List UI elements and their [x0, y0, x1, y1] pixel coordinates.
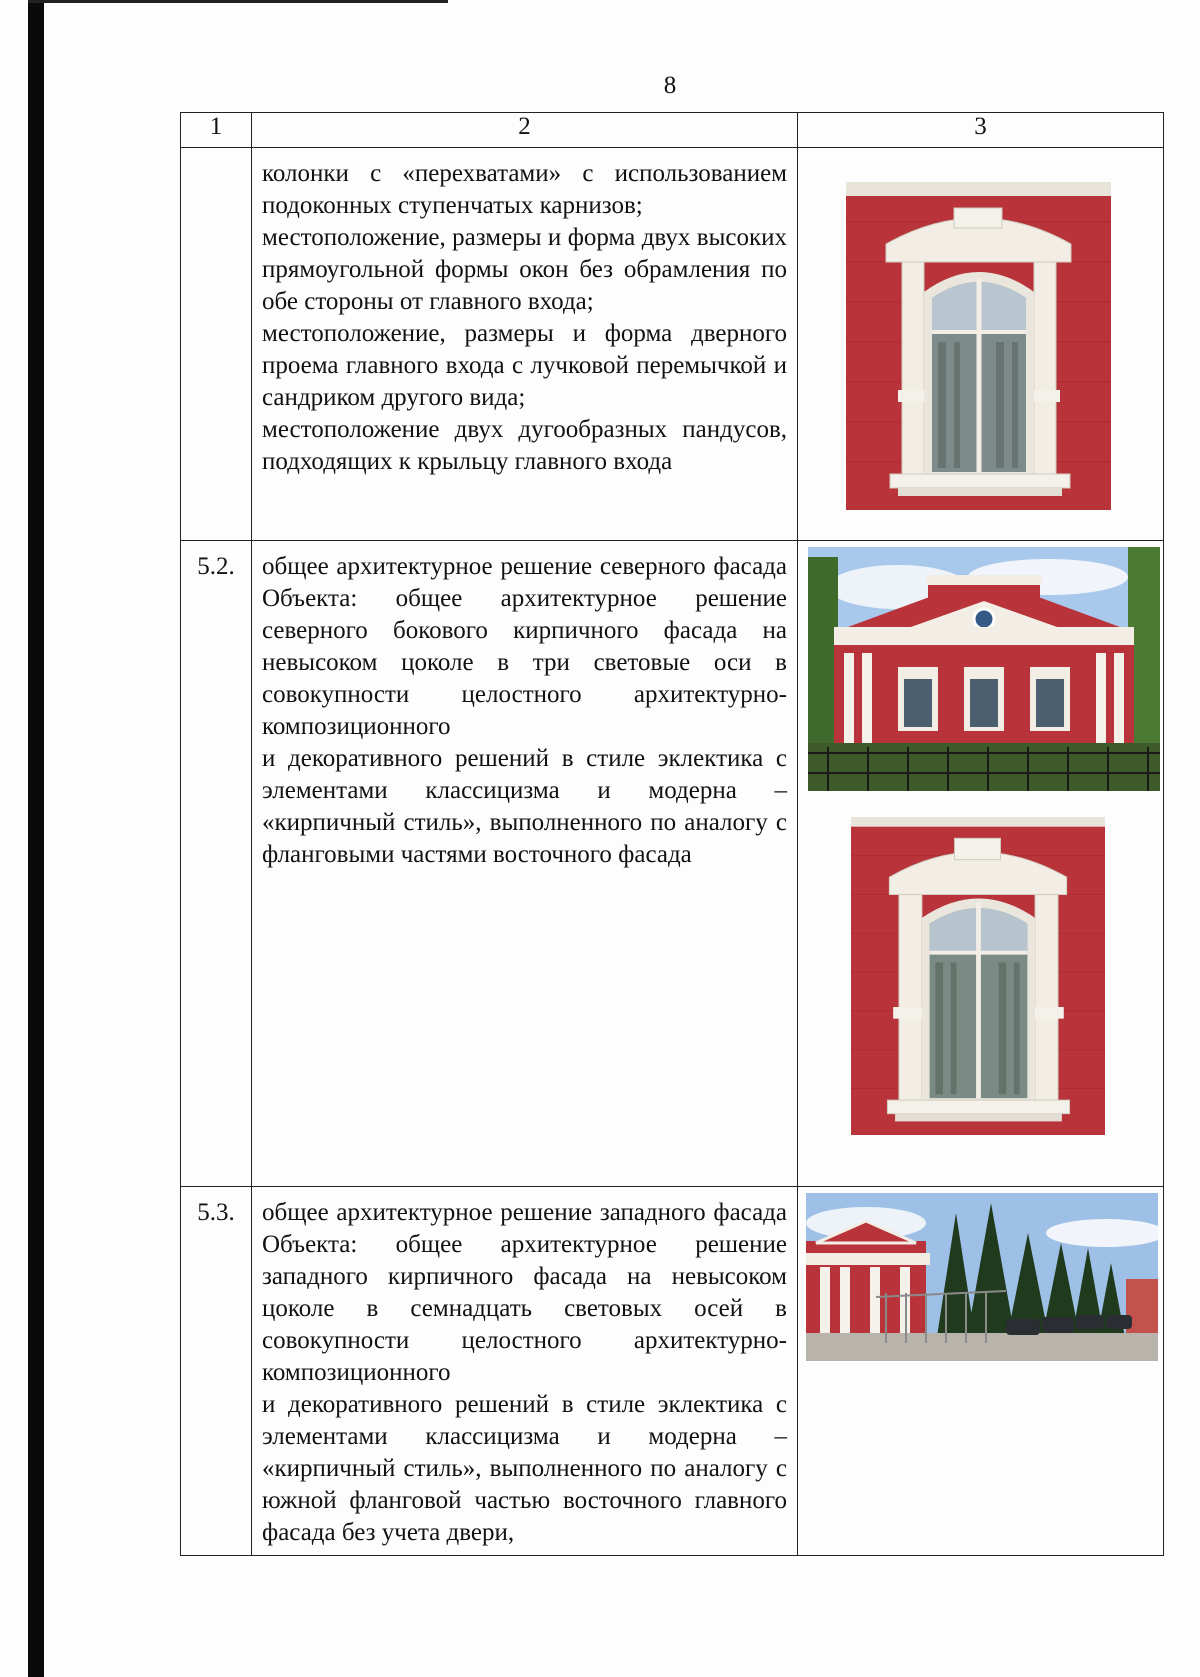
description-paragraph: местоположение, размеры и форма дверного проема главного входа с лучковой перемычкой и сандриком другого вида; [262, 320, 787, 411]
window-photo [846, 182, 1111, 510]
header-cell-3: 3 [798, 113, 1164, 148]
row-number: 5.3. [181, 1187, 252, 1556]
row-description [252, 1187, 798, 1556]
row-photos [798, 148, 1164, 541]
row-description [252, 541, 798, 1187]
heritage-table [180, 112, 1164, 1556]
west-facade-photo [806, 1193, 1158, 1361]
page-number: 8 [663, 72, 677, 99]
description-paragraph: общее архитектурное решение северного фасада Объекта: общее архитектурное решение северного бокового кирпичного фасада на невысоком цоколе в три световые оси в совокупности целостного архитектурно-композиционного [262, 553, 787, 740]
row-photos [798, 541, 1164, 1187]
scan-border-top [28, 0, 448, 3]
table-row [181, 541, 1164, 1187]
description-paragraph: и декоративного решений в стиле эклектика с элементами классицизма и модерна – «кирпичный стиль», выполненного по аналогу с фланговыми частями восточного фасада [262, 745, 787, 868]
header-cell-1: 1 [181, 113, 252, 148]
table-header-row [181, 113, 1164, 148]
row-number: 5.2. [181, 541, 252, 1187]
window-photo [851, 817, 1105, 1135]
description-paragraph: местоположение, размеры и форма двух высоких прямоугольной формы окон без обрамления по обе стороны от главного входа; [262, 224, 787, 315]
description-paragraph: колонки с «перехватами» с использованием подоконных ступенчатых карнизов; [262, 160, 787, 219]
table-row [181, 1187, 1164, 1556]
row-photos [798, 1187, 1164, 1556]
header-cell-2: 2 [252, 113, 798, 148]
description-paragraph: и декоративного решений в стиле эклектика с элементами классицизма и модерна – «кирпичный стиль», выполненного по аналогу с южной фланговой частью восточного главного фасада без учета двери, [262, 1391, 787, 1546]
description-paragraph: местоположение двух дугообразных пандусов, подходящих к крыльцу главного входа [262, 416, 787, 475]
row-description [252, 148, 798, 541]
description-paragraph: общее архитектурное решение западного фасада Объекта: общее архитектурное решение западного кирпичного фасада на невысоком цоколе в семнадцать световых осей в совокупности целостного архитектурно-композиционного [262, 1199, 787, 1386]
row-number [181, 148, 252, 541]
north-facade-photo [808, 547, 1160, 791]
table-row [181, 148, 1164, 541]
scan-border [28, 0, 44, 1677]
